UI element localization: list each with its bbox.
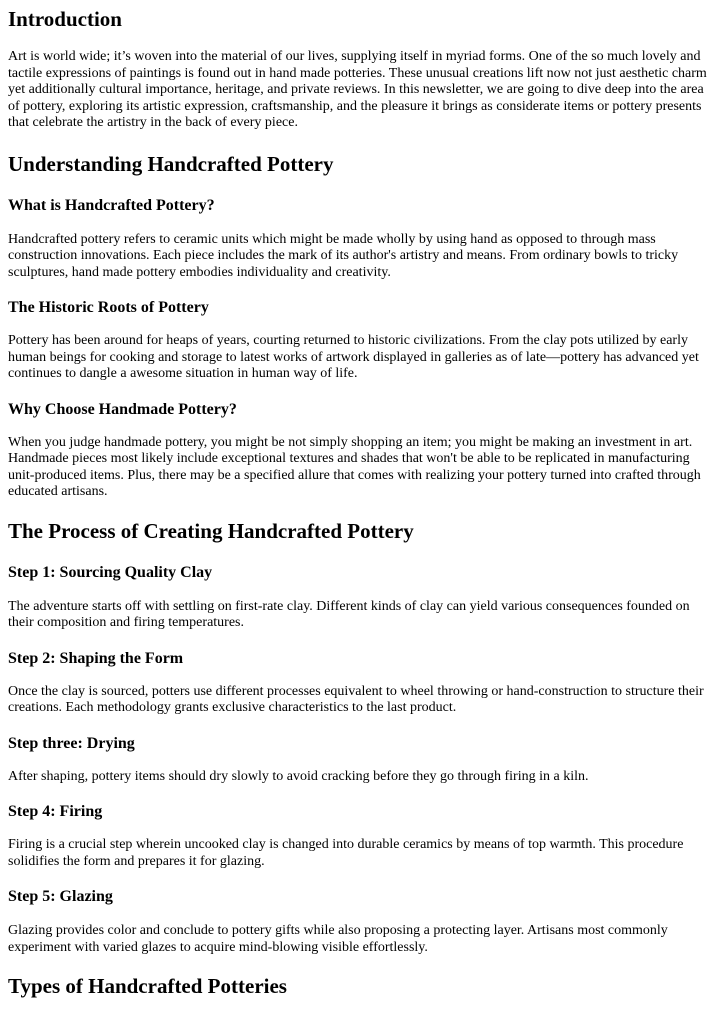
step-5-paragraph: Glazing provides color and conclude to pottery gifts while also proposing a protecting layer. Artisans most commonly experiment with varied glazes to acquire mind-blowing visible effortlessly. — [8, 923, 668, 955]
what-is-pottery-paragraph: Handcrafted pottery refers to ceramic units which might be made wholly by using hand as opposed to through mass construction innovations. Each piece includes the mark of its author's artistry and means. From ordinary bowls to tricky sculptures, hand made pottery embodies individuality and creativity. — [8, 231, 679, 280]
process-heading: The Process of Creating Handcrafted Pottery — [8, 518, 414, 543]
introduction-paragraph: Art is world wide; it’s woven into the material of our lives, supplying itself in myriad forms. One of the so much lovely and tactile expressions of paintings is found out in hand made potteries. These unusual creations lift now not just aesthetic charm yet additionally cultural importance, heritage, and private reviews. In this newsletter, we are going to dive deep into the area of pottery, exploring its artistic expression, craftsmanship, and the pleasure it brings as considerate items or pottery presents that celebrate the artistry in the back of every piece. — [8, 49, 707, 130]
step-3-paragraph: After shaping, pottery items should dry slowly to avoid cracking before they go through firing in a kiln. — [8, 768, 589, 784]
step-2-heading: Step 2: Shaping the Form — [8, 649, 184, 667]
historic-roots-heading: The Historic Roots of Pottery — [8, 299, 209, 316]
understanding-heading: Understanding Handcrafted Pottery — [8, 151, 334, 176]
step-1-paragraph: The adventure starts off with settling on first-rate clay. Different kinds of clay can yield various consequences founded on their composition and firing temperatures. — [8, 598, 690, 630]
step-3-heading: Step three: Drying — [8, 734, 135, 752]
step-2-paragraph: Once the clay is sourced, potters use different processes equivalent to wheel throwing or hand-construction to structure their creations. Each methodology grants exclusive characteristics to the last product. — [8, 683, 704, 715]
step-4-heading: Step 4: Firing — [8, 803, 103, 820]
why-choose-paragraph: When you judge handmade pottery, you might be not simply shopping an item; you might be making an investment in art. Handmade pieces most likely include exceptional textures and shades that won't be able to be replicated in manufacturing unit-produced items. Plus, there may be a specified allure that comes with realizing your pottery turned into crafted through educated artisans. — [8, 434, 701, 499]
introduction-heading: Introduction — [8, 7, 122, 31]
types-heading: Types of Handcrafted Potteries — [8, 974, 287, 998]
what-is-pottery-heading: What is Handcrafted Pottery? — [8, 196, 215, 214]
step-5-heading: Step 5: Glazing — [8, 888, 113, 905]
historic-roots-paragraph: Pottery has been around for heaps of years, courting returned to historic civilizations. From the clay pots utilized by early human beings for cooking and storage to latest works of artwork displayed in galleries as of late—pottery has advanced yet continues to dangle a awesome situation in human way of life. — [8, 333, 699, 381]
step-1-heading: Step 1: Sourcing Quality Clay — [8, 563, 213, 581]
step-4-paragraph: Firing is a crucial step wherein uncooked clay is changed into durable ceramics by means of top warmth. This procedure solidifies the form and prepares it for glazing. — [8, 837, 684, 869]
why-choose-heading: Why Choose Handmade Pottery? — [8, 400, 237, 418]
